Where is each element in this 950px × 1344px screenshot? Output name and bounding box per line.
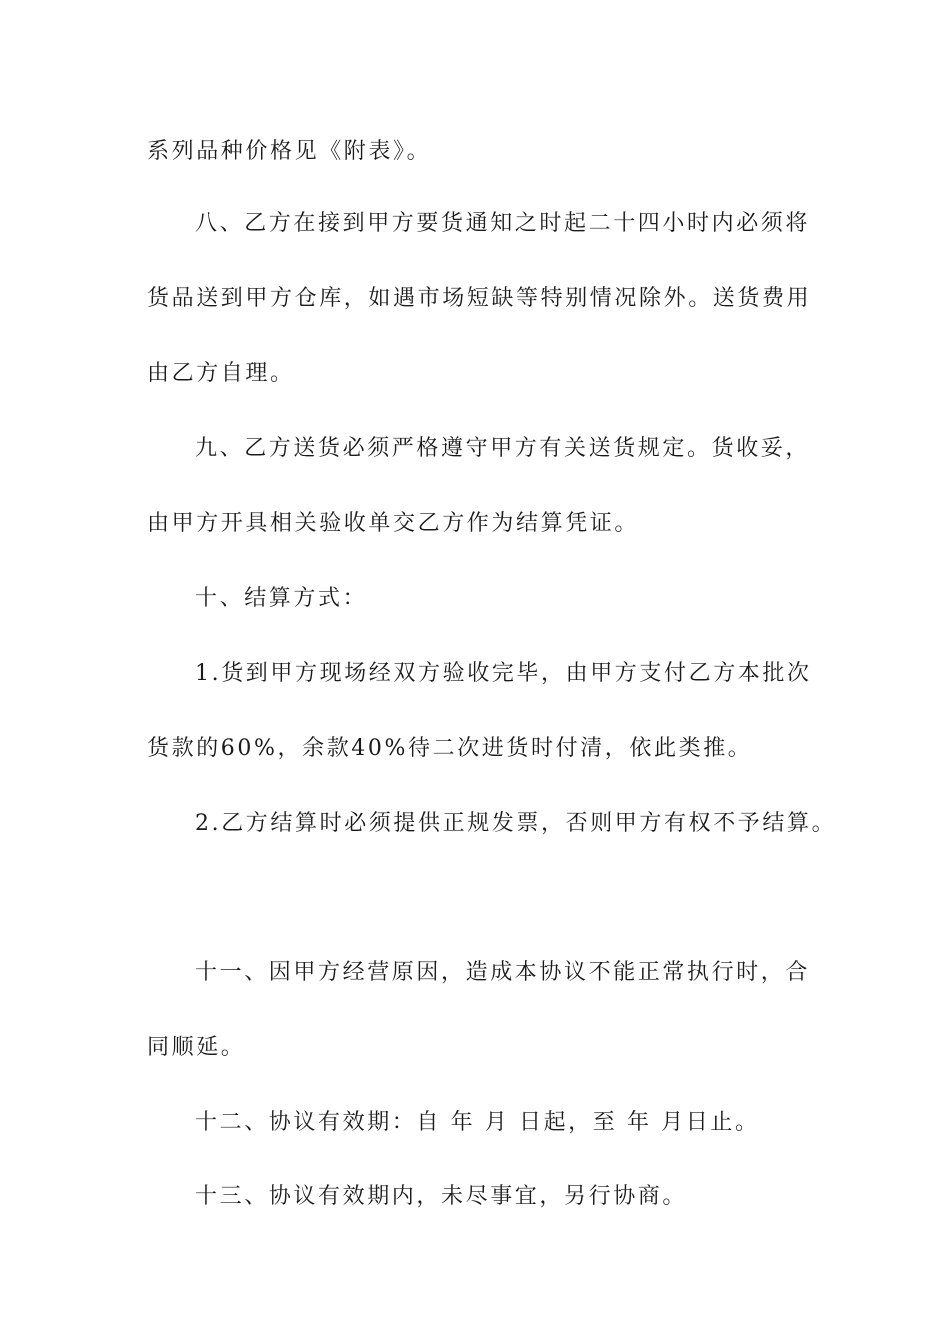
clause-8-line-2: 货品送到甲方仓库，如遇市场短缺等特别情况除外。送货费用 xyxy=(147,286,812,311)
clause-13: 十三、协议有效期内，未尽事宜，另行协商。 xyxy=(195,1184,688,1209)
clause-11-line-2: 同顺延。 xyxy=(147,1035,246,1060)
clause-11-line-1: 十一、因甲方经营原因，造成本协议不能正常执行时，合 xyxy=(195,960,811,985)
clause-8-line-3: 由乙方自理。 xyxy=(147,361,295,386)
clause-8-line-1: 八、乙方在接到甲方要货通知之时起二十四小时内必须将 xyxy=(195,211,811,236)
clause-9-line-2: 由甲方开具相关验收单交乙方作为结算凭证。 xyxy=(147,511,640,536)
clause-12: 十二、协议有效期：自 年 月 日起，至 年 月日止。 xyxy=(195,1110,760,1135)
clause-10-item-2: 2.乙方结算时必须提供正规发票，否则甲方有权不予结算。 xyxy=(195,811,837,836)
clause-9-line-1: 九、乙方送货必须严格遵守甲方有关送货规定。货收妥， xyxy=(195,436,811,461)
clause-10-item-1-line-2: 货款的60%，余款40%待二次进货时付清，依此类推。 xyxy=(147,736,753,761)
clause-10-heading: 十、结算方式： xyxy=(195,586,368,611)
text-line-1: 系列品种价格见《附表》。 xyxy=(147,139,432,164)
clause-10-item-1-line-1: 1.货到甲方现场经双方验收完毕，由甲方支付乙方本批次 xyxy=(195,661,812,686)
